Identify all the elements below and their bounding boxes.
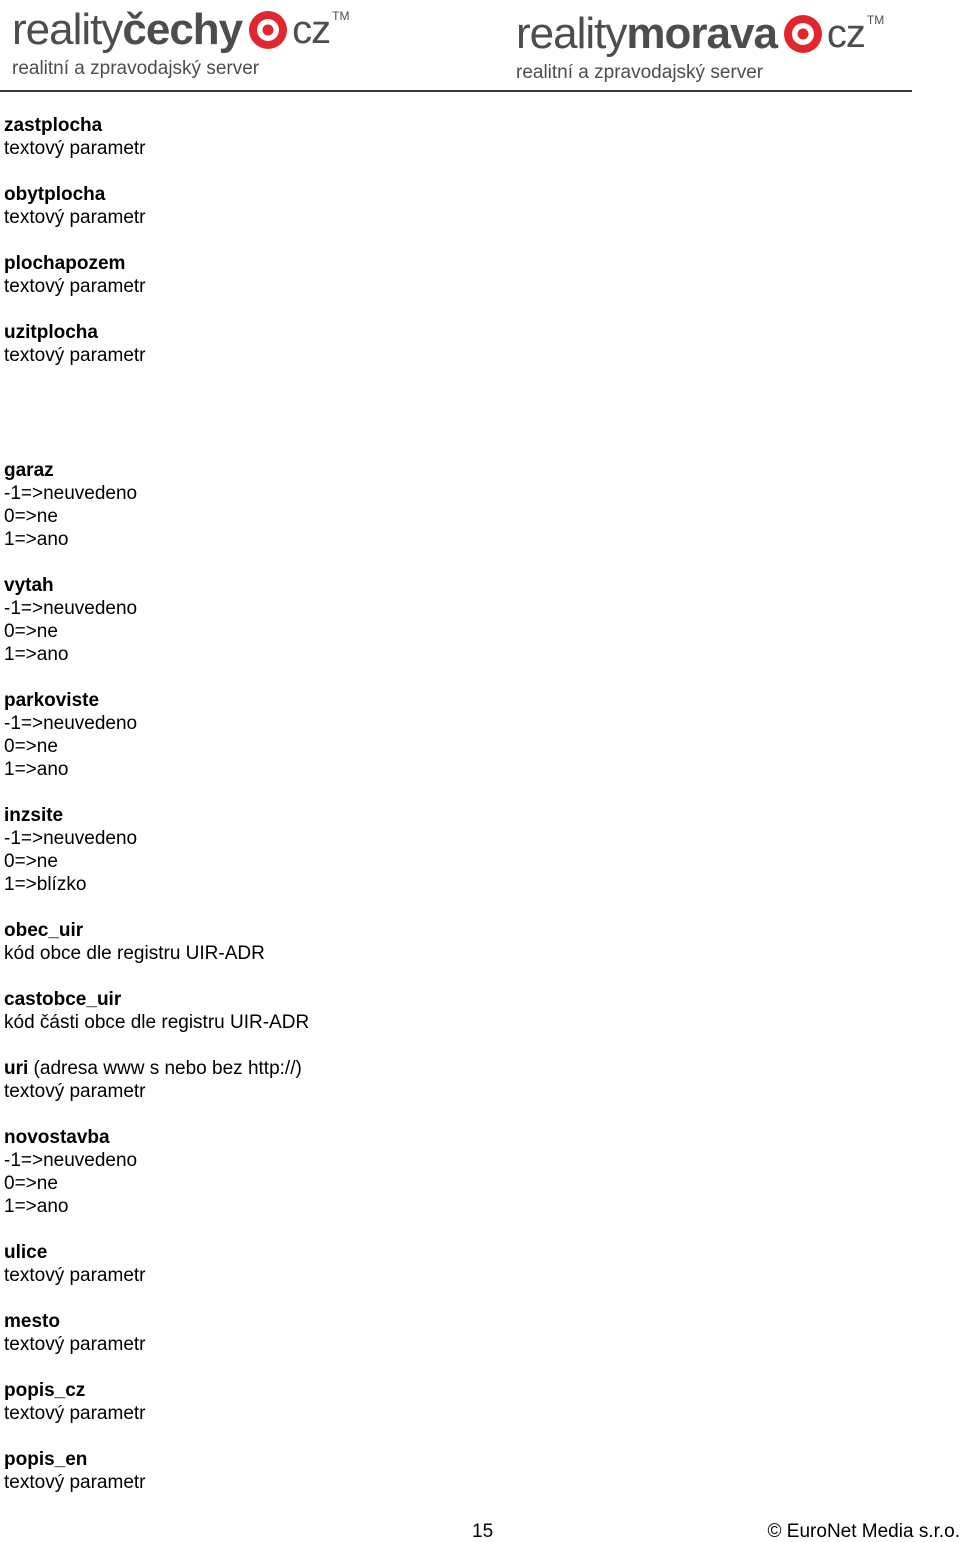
parameter-list <box>4 114 904 1517</box>
param-name: popis_en <box>4 1449 88 1470</box>
trademark-mark: TM <box>866 13 885 27</box>
param-entry <box>4 804 904 896</box>
param-name: zastplocha <box>4 115 103 136</box>
param-entry <box>4 459 904 551</box>
param-entry <box>4 1310 904 1356</box>
param-name: plochapozem <box>4 253 126 274</box>
param-value-line: textový parametr <box>4 1334 146 1355</box>
param-entry <box>4 988 904 1034</box>
param-heading <box>4 988 904 1011</box>
param-entry <box>4 114 904 160</box>
param-value-line: kód části obce dle registru UIR-ADR <box>4 1012 310 1033</box>
param-name: castobce_uir <box>4 989 122 1010</box>
logo-tagline: realitní a zpravodajský server <box>516 62 764 83</box>
param-heading <box>4 252 904 275</box>
logo-wordmark <box>12 5 350 54</box>
logo-cz-text: cz <box>292 8 331 52</box>
param-heading <box>4 459 904 482</box>
param-name: garaz <box>4 460 54 481</box>
param-value-line: -1=>neuvedeno <box>4 598 138 619</box>
param-value-line: -1=>neuvedeno <box>4 713 138 734</box>
param-name: uzitplocha <box>4 322 98 343</box>
param-name: ulice <box>4 1242 48 1263</box>
param-value-line: 1=>ano <box>4 644 69 665</box>
param-note: (adresa www s nebo bez http://) <box>28 1058 302 1079</box>
param-entry <box>4 919 904 965</box>
param-name: mesto <box>4 1311 60 1332</box>
logo-wordmark <box>516 9 885 58</box>
param-name: uri <box>4 1058 29 1079</box>
param-name: parkoviste <box>4 690 100 711</box>
param-value-line: 0=>ne <box>4 1173 58 1194</box>
param-value-line: textový parametr <box>4 207 146 228</box>
page-number: 15 <box>472 1521 494 1542</box>
param-name: inzsite <box>4 805 64 826</box>
param-value-line: textový parametr <box>4 1081 146 1102</box>
param-value-line: 1=>ano <box>4 759 69 780</box>
logo-reality-text: reality <box>516 9 627 58</box>
param-name: novostavba <box>4 1127 110 1148</box>
param-value-line: 1=>ano <box>4 1196 69 1217</box>
param-value-line: -1=>neuvedeno <box>4 483 138 504</box>
param-heading <box>4 321 904 344</box>
target-icon <box>783 14 823 54</box>
param-entry <box>4 1057 904 1103</box>
param-name: vytah <box>4 575 54 596</box>
logo-reality-cechy <box>12 5 350 80</box>
logo-reality-morava <box>516 9 885 84</box>
param-value-line: -1=>neuvedeno <box>4 828 138 849</box>
param-value-line: kód obce dle registru UIR-ADR <box>4 943 265 964</box>
param-entry <box>4 252 904 298</box>
param-entry <box>4 183 904 229</box>
param-entry <box>4 689 904 781</box>
param-entry <box>4 1448 904 1494</box>
param-value-line: textový parametr <box>4 276 146 297</box>
param-value-line: 1=>ano <box>4 529 69 550</box>
logo-cz-text: cz <box>826 12 865 56</box>
param-heading <box>4 1057 904 1080</box>
param-entry <box>4 1379 904 1425</box>
logo-region-text: čechy <box>122 5 243 54</box>
param-value-line: textový parametr <box>4 1265 146 1286</box>
param-heading <box>4 689 904 712</box>
param-heading <box>4 1448 904 1471</box>
param-heading <box>4 919 904 942</box>
param-value-line: textový parametr <box>4 1472 146 1493</box>
param-heading <box>4 1310 904 1333</box>
param-heading <box>4 183 904 206</box>
param-value-line: 1=>blízko <box>4 874 87 895</box>
param-entry <box>4 1241 904 1287</box>
param-value-line: textový parametr <box>4 1403 146 1424</box>
copyright-notice: © EuroNet Media s.r.o. <box>767 1521 960 1542</box>
param-entry <box>4 321 904 367</box>
param-value-line: -1=>neuvedeno <box>4 1150 138 1171</box>
page-header <box>0 0 912 92</box>
param-value-line: textový parametr <box>4 138 146 159</box>
param-heading <box>4 1379 904 1402</box>
param-entry <box>4 574 904 666</box>
target-icon <box>248 10 288 50</box>
logo-tagline: realitní a zpravodajský server <box>12 58 260 79</box>
param-value-line: 0=>ne <box>4 736 58 757</box>
param-entry <box>4 1126 904 1218</box>
param-value-line: 0=>ne <box>4 851 58 872</box>
param-value-line: textový parametr <box>4 345 146 366</box>
trademark-mark: TM <box>332 9 350 23</box>
param-value-line: 0=>ne <box>4 621 58 642</box>
param-name: popis_cz <box>4 1380 86 1401</box>
param-name: obec_uir <box>4 920 84 941</box>
param-heading <box>4 804 904 827</box>
param-heading <box>4 574 904 597</box>
logo-region-text: morava <box>626 9 777 58</box>
param-name: obytplocha <box>4 184 106 205</box>
logo-reality-text: reality <box>12 5 123 54</box>
param-heading <box>4 1241 904 1264</box>
param-value-line: 0=>ne <box>4 506 58 527</box>
param-heading <box>4 1126 904 1149</box>
param-heading <box>4 114 904 137</box>
